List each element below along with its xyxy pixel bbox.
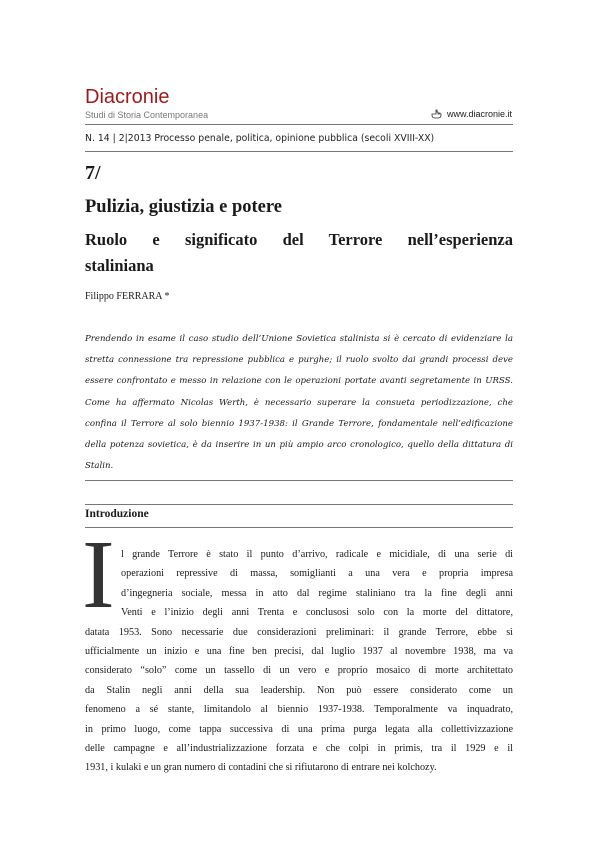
body-line: operazioni repressive di massa, somiglianti a una vera e propria impresa	[121, 568, 513, 580]
section-top-divider	[85, 504, 513, 505]
article-subtitle-line-1: Ruolo e significato del Terrore nell’esperienza	[85, 230, 513, 249]
body-line: d’ingegneria sociale, messa in atto dal regime staliniano tra la fine degli anni	[121, 587, 513, 599]
journal-subtitle: Studi di Storia Contemporanea	[85, 110, 209, 120]
body-line: in primo luogo, come tappa successiva di una prima purga legata alla collettivizzazione	[85, 723, 513, 735]
issue-info: N. 14 | 2|2013 Processo penale, politica, opinione pubblica (secoli XVIII-XX)	[85, 133, 435, 144]
article-number: 7/	[85, 162, 101, 184]
body-line: 1931, i kulaki e un gran numero di contadini che si rifiutarono di entrare nei kolchozy.	[85, 762, 437, 774]
author-name: Filippo FERRARA *	[85, 291, 170, 302]
body-line: Venti e l’inizio degli anni Trenta e conclusosi solo con la morte del dittatore,	[121, 607, 513, 619]
section-heading: Introduzione	[85, 508, 149, 520]
abstract-divider	[85, 480, 513, 481]
article-subtitle-line-2: staliniana	[85, 256, 154, 275]
section-bottom-divider	[85, 527, 513, 528]
body-line: delle campagne e all’industrializzazione forzata e che colpì in primis, tra il 1929 e il	[85, 742, 513, 754]
body-line: considerato “solo” come un tassello di un vero e proprio mosaico di morte architettato	[85, 665, 513, 677]
issue-divider	[85, 151, 513, 152]
journal-title: Diacronie	[85, 86, 170, 108]
abstract-text: Prendendo in esame il caso studio dell’Unione Sovietica stalinista si è cercato di evidenziare la stretta connessione tra repressione pubblica e purghe; il ruolo svolto dai grandi processi deve essere confrontato e messo in relazione con le operazioni portate avanti segretamente in URSS. Come ha affermato Nicolas Werth, è necessario superare la consueta periodizzazione, che confina il Terrore al solo biennio 1937-1938: il Grande Terrore, fondamentale nell’edificazione della potenza sovietica, è da inserire in un più ampio arco cronologico, quello della dittatura di Stalin.	[85, 334, 513, 472]
body-line: ufficialmente un inizio e una fine ben precisi, dal luglio 1937 al novembre 1938, ma va	[85, 645, 513, 657]
pointing-hand-icon	[431, 109, 443, 119]
introduction-body	[85, 545, 513, 778]
drop-cap: I	[82, 521, 115, 629]
body-line: datata 1953. Sono necessarie due considerazioni preliminari: il grande Terrore, ebbe sì	[85, 626, 513, 638]
body-line: da Stalin negli anni della sua leadership. Non può essere considerato come un	[85, 684, 513, 696]
article-title: Pulizia, giustizia e potere	[85, 197, 282, 217]
body-line: l grande Terrore è stato il punto d’arrivo, radicale e micidiale, di una serie di	[121, 549, 513, 560]
website-url[interactable]: www.diacronie.it	[446, 109, 512, 119]
website-link[interactable]	[431, 109, 512, 119]
body-line: fenomeno a sé stante, limitandolo al biennio 1937-1938. Temporalmente va inquadrato,	[85, 704, 513, 716]
header-divider	[85, 124, 513, 125]
